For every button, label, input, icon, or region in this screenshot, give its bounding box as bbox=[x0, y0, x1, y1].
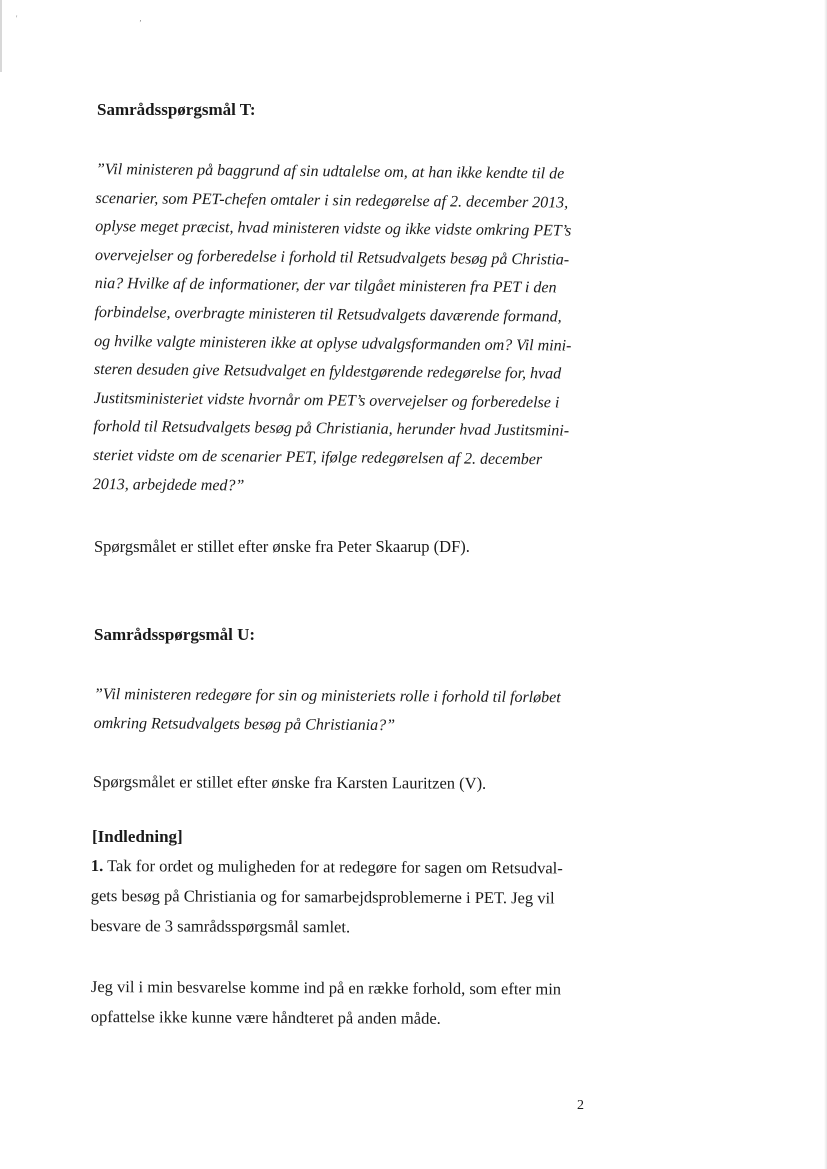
asked-by-u: Spørgsmålet er stillet efter ønske fra Karsten Lauritzen (V). bbox=[92, 772, 487, 793]
quote-line: ”Vil ministeren på baggrund af sin udtalelse om, at han ikke kendte til de bbox=[95, 160, 565, 183]
scan-edge-left bbox=[0, 0, 2, 72]
paragraph-number: 1. bbox=[90, 855, 104, 876]
paragraph-2 bbox=[91, 972, 561, 1034]
paragraph-line: besvare de 3 samrådsspørgsmål samlet. bbox=[90, 915, 351, 937]
quote-line: scenarier, som PET-chefen omtaler i sin redegørelse af 2. december 2013, bbox=[95, 189, 569, 212]
quote-line: forbindelse, overbragte ministeren til Retsudvalgets daværende formand, bbox=[94, 303, 562, 326]
quote-line: og hvilke valgte ministeren ikke at oplyse udvalgsformanden om? Vil mini- bbox=[94, 332, 572, 355]
quote-line: forhold til Retsudvalgets besøg på Christiania, herunder hvad Justitsmini- bbox=[93, 418, 570, 440]
paragraph-1 bbox=[91, 851, 563, 943]
heading-indledning: [Indledning] bbox=[92, 827, 183, 846]
scan-specks: ' , bbox=[16, 14, 202, 23]
quote-line: overvejelser og forberedelse i forhold til Retsudvalgets besøg på Christia- bbox=[94, 246, 570, 269]
paragraph-line: opfattelse ikke kunne være håndteret på anden måde. bbox=[90, 1006, 441, 1028]
paragraph-line: Jeg vil i min besvarelse komme ind på en række forhold, som efter min bbox=[90, 976, 562, 999]
quote-line: steriet vidste om de scenarier PET, ifølge redegørelsen af 2. december bbox=[93, 446, 543, 469]
quote-samraadsspoergsmaal-u bbox=[94, 680, 561, 741]
heading-samraadsspoergsmaal-t: Samrådsspørgsmål T: bbox=[97, 100, 256, 119]
paragraph-line bbox=[91, 851, 563, 883]
asked-by-t: Spørgsmålet er stillet efter ønske fra Peter Skaarup (DF). bbox=[94, 537, 470, 556]
paragraph-text: Tak for ordet og muligheden for at redegøre for sagen om Retsudval- bbox=[107, 856, 563, 878]
quote-line: Justitsministeriet vidste hvornår om PET’s overvejelser og forberedelse i bbox=[93, 389, 560, 412]
quote-line: nia? Hvilke af de informationer, der var tilgået ministeren fra PET i den bbox=[94, 275, 557, 297]
quote-line: steren desuden give Retsudvalget en fyldestgørende redegørelse for, hvad bbox=[93, 361, 562, 383]
paragraph-line: gets besøg på Christiania og for samarbejdsproblemerne i PET. Jeg vil bbox=[90, 885, 555, 908]
page-number: 2 bbox=[577, 1098, 584, 1113]
quote-samraadsspoergsmaal-t bbox=[93, 156, 573, 504]
quote-line: omkring Retsudvalgets besøg på Christiania?” bbox=[93, 714, 396, 735]
quote-line: ”Vil ministeren redegøre for sin og ministeriets rolle i forhold til forløbet bbox=[93, 685, 561, 707]
quote-line: 2013, arbejdede med?” bbox=[92, 475, 245, 494]
heading-samraadsspoergsmaal-u: Samrådsspørgsmål U: bbox=[94, 625, 256, 644]
quote-line: oplyse meget præcist, hvad ministeren vidste og ikke vidste omkring PET’s bbox=[95, 218, 572, 240]
